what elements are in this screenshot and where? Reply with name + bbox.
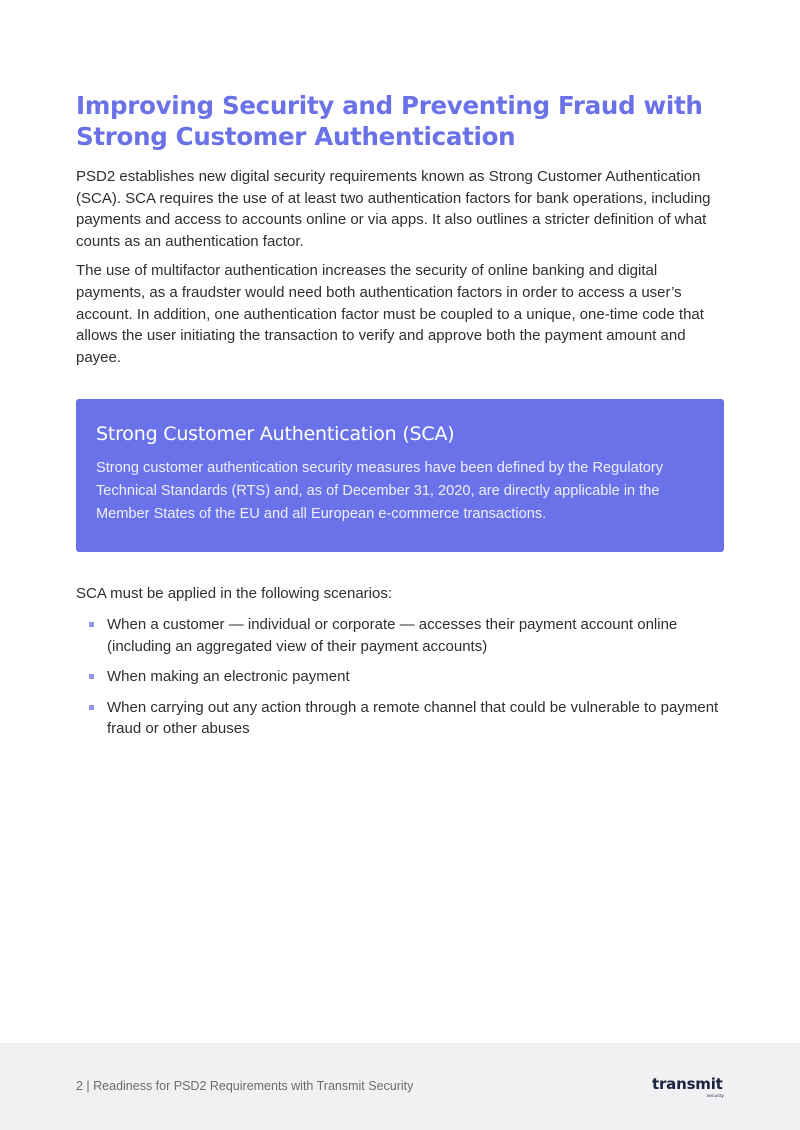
- square-bullet-icon: [89, 674, 94, 679]
- list-item: [76, 614, 724, 657]
- logo-subtitle: security: [706, 1093, 724, 1098]
- list-item: [76, 697, 724, 740]
- scenarios-intro: SCA must be applied in the following scenarios:: [76, 585, 393, 603]
- list-item: [76, 666, 724, 688]
- transmit-security-logo: [652, 1075, 726, 1103]
- page-footer: [0, 1043, 800, 1130]
- intro-paragraph: PSD2 establishes new digital security requirements known as Strong Customer Authentication (SCA). SCA requires the use of at least two authentication factors for bank operations, including payments and access to accounts online or via apps. It also outlines a stricter definition of what counts as an authentication factor.: [76, 168, 711, 250]
- callout-title: Strong Customer Authentication (SCA): [96, 423, 455, 446]
- square-bullet-icon: [89, 622, 94, 627]
- list-item-text: When a customer — individual or corporate — accesses their payment account online (including an aggregated view of their payment accounts): [107, 615, 678, 655]
- mfa-paragraph: The use of multifactor authentication increases the security of online banking and digital payments, as a fraudster would need both authentication factors in order to access a user’s account. In addition, one authentication factor must be coupled to a unique, one-time code that allows the user initiating the transaction to verify and approve both the payment amount and payee.: [76, 262, 704, 366]
- scenarios-list: [76, 614, 724, 740]
- sca-callout-box: [76, 399, 724, 552]
- page-title: Improving Security and Preventing Fraud with Strong Customer Authentication: [76, 91, 703, 151]
- list-item-text: When carrying out any action through a remote channel that could be vulnerable to payment fraud or other abuses: [107, 698, 719, 738]
- list-item-text: When making an electronic payment: [107, 668, 350, 686]
- page-content: [76, 90, 724, 749]
- footer-page-label: 2 | Readiness for PSD2 Requirements with Transmit Security: [76, 1079, 414, 1093]
- square-bullet-icon: [89, 705, 94, 710]
- logo-wordmark: transmit: [652, 1075, 723, 1093]
- callout-text: Strong customer authentication security measures have been defined by the Regulatory Technical Standards (RTS) and, as of December 31, 2020, are directly applicable in the Member States of the EU and all European e-commerce transactions.: [96, 460, 664, 523]
